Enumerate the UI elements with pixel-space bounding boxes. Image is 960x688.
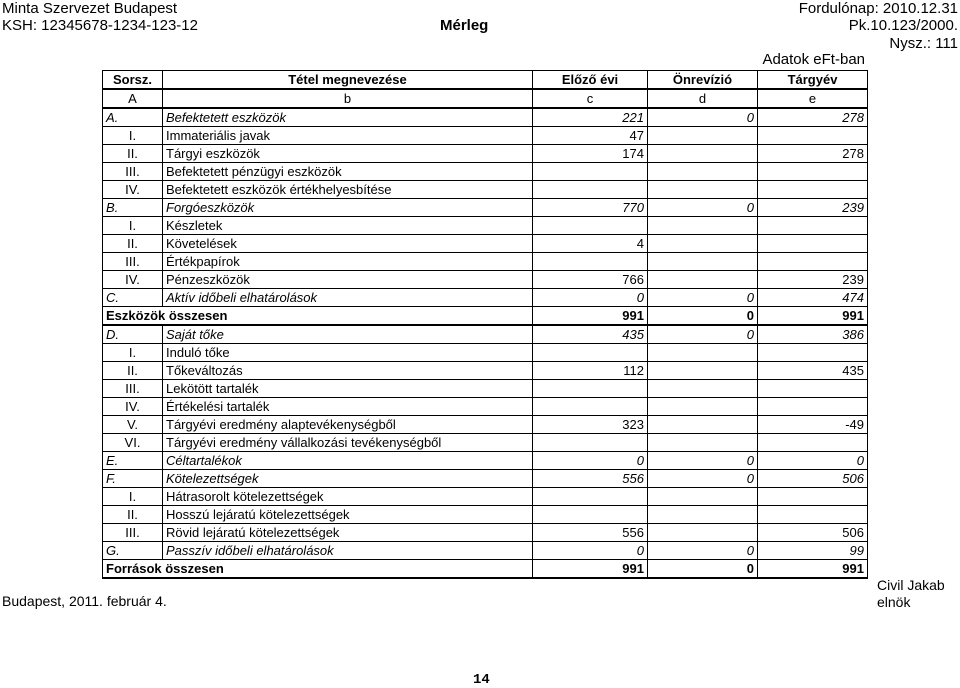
row-code: V. (103, 416, 163, 434)
previous-year-value (533, 344, 648, 362)
reporting-date: Fordulónap: 2010.12.31 (798, 0, 958, 17)
table-row (103, 488, 868, 506)
previous-year-value: 556 (533, 524, 648, 542)
column-header: Tétel megnevezése (163, 71, 533, 90)
current-year-value (758, 217, 868, 235)
signer-title: elnök (877, 594, 911, 610)
current-year-value: 506 (758, 470, 868, 488)
table-header-row (103, 71, 868, 90)
column-letter: b (163, 89, 533, 108)
total-label: Eszközök összesen (103, 307, 533, 326)
revision-value: 0 (648, 199, 758, 217)
column-header: Önrevízió (648, 71, 758, 90)
current-year-value: 0 (758, 452, 868, 470)
column-letter: d (648, 89, 758, 108)
row-code: II. (103, 145, 163, 163)
row-code: D. (103, 325, 163, 344)
current-year-value (758, 163, 868, 181)
row-name: Induló tőke (163, 344, 533, 362)
table-row (103, 271, 868, 289)
row-name: Befektetett pénzügyi eszközök (163, 163, 533, 181)
current-year-value: 99 (758, 542, 868, 560)
row-name: Készletek (163, 217, 533, 235)
row-code: I. (103, 488, 163, 506)
previous-year-value: 766 (533, 271, 648, 289)
revision-value (648, 217, 758, 235)
row-name: Passzív időbeli elhatárolások (163, 542, 533, 560)
table-row (103, 289, 868, 307)
column-letter-row (103, 89, 868, 108)
row-code: B. (103, 199, 163, 217)
current-year-value: 386 (758, 325, 868, 344)
table-row (103, 524, 868, 542)
table-row (103, 398, 868, 416)
row-code: II. (103, 235, 163, 253)
row-code: A. (103, 108, 163, 127)
registry-number: Nysz.: 111 (889, 35, 958, 52)
previous-year-value (533, 434, 648, 452)
row-name: Tárgyévi eredmény vállalkozási tevékenységből (163, 434, 533, 452)
row-code: IV. (103, 271, 163, 289)
row-code: I. (103, 217, 163, 235)
table-row (103, 181, 868, 199)
revision-value (648, 524, 758, 542)
table-row (103, 199, 868, 217)
current-year-value: 991 (758, 307, 868, 326)
row-name: Hátrasorolt kötelezettségek (163, 488, 533, 506)
row-name: Tőkeváltozás (163, 362, 533, 380)
row-code: I. (103, 127, 163, 145)
revision-value (648, 145, 758, 163)
table-row (103, 217, 868, 235)
row-name: Lekötött tartalék (163, 380, 533, 398)
row-name: Kötelezettségek (163, 470, 533, 488)
previous-year-value (533, 398, 648, 416)
previous-year-value: 556 (533, 470, 648, 488)
current-year-value (758, 380, 868, 398)
row-name: Saját tőke (163, 325, 533, 344)
column-header: Sorsz. (103, 71, 163, 90)
previous-year-value (533, 217, 648, 235)
previous-year-value: 435 (533, 325, 648, 344)
ksh-number: KSH: 12345678-1234-123-12 (2, 17, 198, 34)
current-year-value: 239 (758, 199, 868, 217)
revision-value: 0 (648, 452, 758, 470)
row-code: III. (103, 163, 163, 181)
revision-value: 0 (648, 542, 758, 560)
previous-year-value (533, 506, 648, 524)
column-letter: e (758, 89, 868, 108)
table-row (103, 362, 868, 380)
row-name: Értékpapírok (163, 253, 533, 271)
table-row (103, 506, 868, 524)
previous-year-value: 174 (533, 145, 648, 163)
revision-value: 0 (648, 289, 758, 307)
current-year-value: 435 (758, 362, 868, 380)
revision-value (648, 488, 758, 506)
revision-value (648, 416, 758, 434)
row-name: Pénzeszközök (163, 271, 533, 289)
row-code: III. (103, 380, 163, 398)
row-name: Értékelési tartalék (163, 398, 533, 416)
row-code: G. (103, 542, 163, 560)
row-code: II. (103, 362, 163, 380)
previous-year-value (533, 380, 648, 398)
current-year-value: 278 (758, 108, 868, 127)
total-label: Források összesen (103, 560, 533, 579)
column-letter: A (103, 89, 163, 108)
revision-value (648, 163, 758, 181)
row-code: IV. (103, 398, 163, 416)
revision-value (648, 181, 758, 199)
revision-value: 0 (648, 325, 758, 344)
table-row (103, 325, 868, 344)
table-row (103, 344, 868, 362)
previous-year-value: 0 (533, 542, 648, 560)
organization-name: Minta Szervezet Budapest (2, 0, 178, 17)
current-year-value (758, 398, 868, 416)
row-code: C. (103, 289, 163, 307)
row-code: III. (103, 524, 163, 542)
previous-year-value: 221 (533, 108, 648, 127)
signer-name: Civil Jakab (877, 577, 945, 593)
column-header: Tárgyév (758, 71, 868, 90)
table-row (103, 452, 868, 470)
court-registration: Pk.10.123/2000. (848, 17, 958, 34)
revision-value (648, 506, 758, 524)
row-code: I. (103, 344, 163, 362)
table-row (103, 163, 868, 181)
previous-year-value: 991 (533, 560, 648, 579)
table-row (103, 253, 868, 271)
row-code: E. (103, 452, 163, 470)
row-name: Befektetett eszközök (163, 108, 533, 127)
place-and-date: Budapest, 2011. február 4. (2, 593, 167, 609)
previous-year-value (533, 253, 648, 271)
current-year-value (758, 235, 868, 253)
revision-value (648, 434, 758, 452)
current-year-value (758, 181, 868, 199)
row-name: Tárgyi eszközök (163, 145, 533, 163)
current-year-value (758, 506, 868, 524)
table-row (103, 108, 868, 127)
row-name: Hosszú lejáratú kötelezettségek (163, 506, 533, 524)
row-name: Aktív időbeli elhatárolások (163, 289, 533, 307)
row-name: Forgóeszközök (163, 199, 533, 217)
revision-value (648, 380, 758, 398)
table-row (103, 235, 868, 253)
revision-value (648, 271, 758, 289)
revision-value (648, 253, 758, 271)
row-name: Tárgyévi eredmény alaptevékenységből (163, 416, 533, 434)
revision-value (648, 127, 758, 145)
previous-year-value (533, 488, 648, 506)
previous-year-value (533, 163, 648, 181)
current-year-value (758, 127, 868, 145)
table-row (103, 127, 868, 145)
current-year-value: -49 (758, 416, 868, 434)
row-name: Követelések (163, 235, 533, 253)
table-row (103, 542, 868, 560)
balance-sheet-table (102, 70, 868, 579)
current-year-value: 991 (758, 560, 868, 579)
current-year-value: 506 (758, 524, 868, 542)
previous-year-value: 323 (533, 416, 648, 434)
table-row (103, 434, 868, 452)
current-year-value: 278 (758, 145, 868, 163)
row-code: III. (103, 253, 163, 271)
revision-value: 0 (648, 560, 758, 579)
row-name: Befektetett eszközök értékhelyesbítése (163, 181, 533, 199)
previous-year-value (533, 181, 648, 199)
units-note: Adatok eFt-ban (762, 51, 865, 68)
table-row (103, 380, 868, 398)
page-number: 14 (473, 672, 490, 688)
previous-year-value: 0 (533, 289, 648, 307)
table-row (103, 145, 868, 163)
previous-year-value: 0 (533, 452, 648, 470)
row-code: VI. (103, 434, 163, 452)
current-year-value (758, 434, 868, 452)
table-row (103, 416, 868, 434)
column-letter: c (533, 89, 648, 108)
current-year-value (758, 253, 868, 271)
revision-value (648, 344, 758, 362)
revision-value (648, 235, 758, 253)
document-title: Mérleg (440, 17, 489, 34)
current-year-value (758, 488, 868, 506)
row-name: Céltartalékok (163, 452, 533, 470)
revision-value: 0 (648, 470, 758, 488)
row-code: II. (103, 506, 163, 524)
current-year-value (758, 344, 868, 362)
row-name: Immateriális javak (163, 127, 533, 145)
previous-year-value: 991 (533, 307, 648, 326)
revision-value (648, 362, 758, 380)
table-row (103, 470, 868, 488)
row-code: F. (103, 470, 163, 488)
row-name: Rövid lejáratú kötelezettségek (163, 524, 533, 542)
revision-value (648, 398, 758, 416)
revision-value: 0 (648, 108, 758, 127)
current-year-value: 474 (758, 289, 868, 307)
column-header: Előző évi (533, 71, 648, 90)
previous-year-value: 4 (533, 235, 648, 253)
row-code: IV. (103, 181, 163, 199)
total-row (103, 307, 868, 326)
previous-year-value: 47 (533, 127, 648, 145)
previous-year-value: 770 (533, 199, 648, 217)
previous-year-value: 112 (533, 362, 648, 380)
total-row (103, 560, 868, 579)
current-year-value: 239 (758, 271, 868, 289)
revision-value: 0 (648, 307, 758, 326)
